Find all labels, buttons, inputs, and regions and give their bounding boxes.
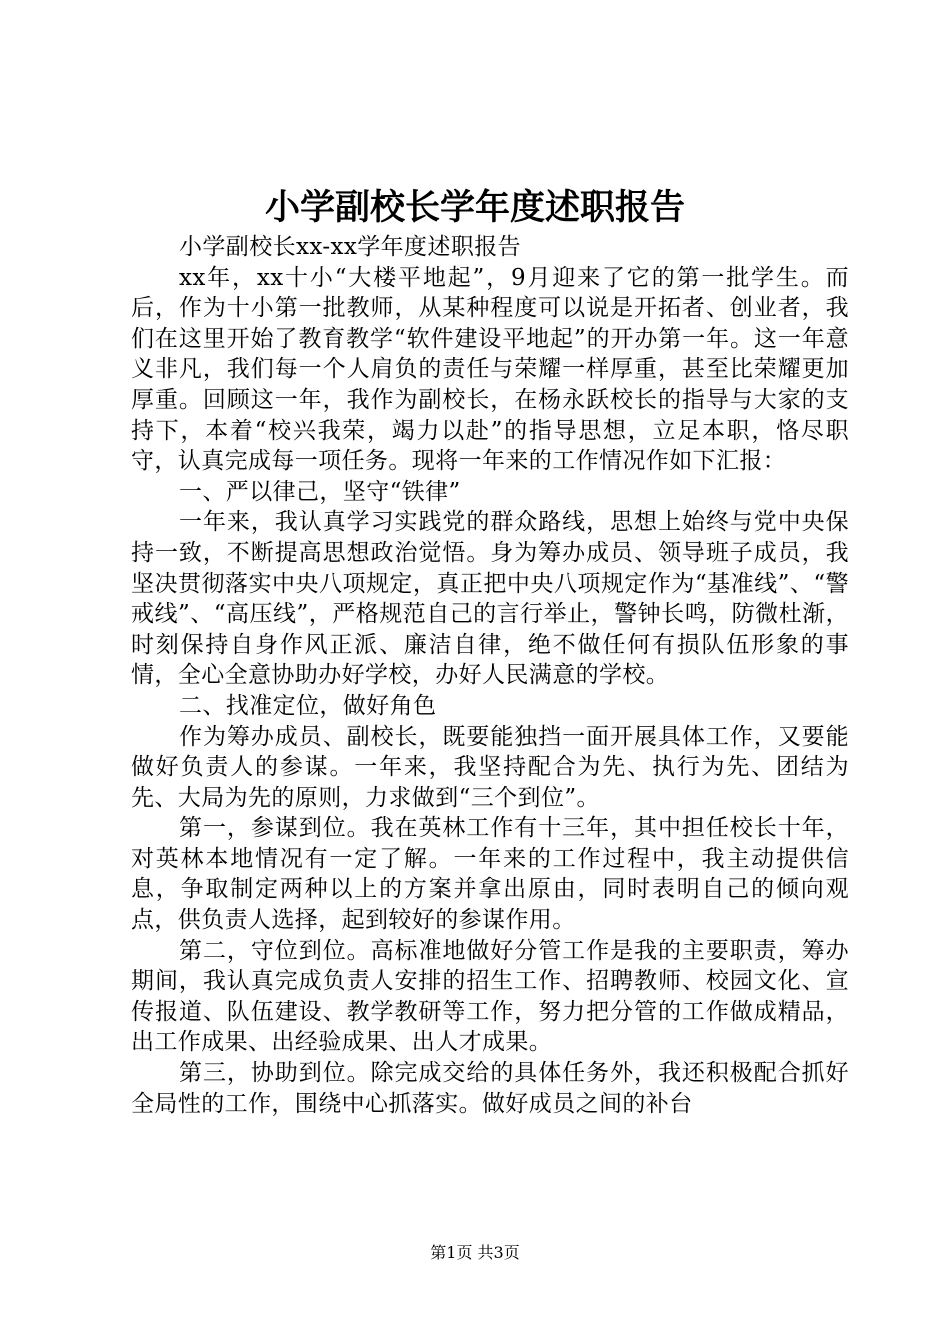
section-heading-2: 二、找准定位，做好角色 (179, 692, 437, 719)
paragraph-intro: xx年，xx十小“大楼平地起”，9月迎来了它的第一批学生。而后，作为十小第一批教师，从某种程度可以说是开拓者、创业者，我们在这里开始了教育教学“软件建设平地起”的开办第一年。这一年意义非凡，我们每一个人肩负的责任与荣耀一样厚重，甚至比荣耀更加厚重。回顾这一年，我作为副校长，在杨永跃校长的指导与大家的支持下，本着“校兴我荣，竭力以赴”的指导思想，立足本职，恪尽职守，认真完成每一项任务。现将一年来的工作情况作如下汇报： (131, 264, 849, 475)
document-title: 小学副校长学年度述职报告 (264, 187, 685, 228)
page-number-footer: 第1页 共3页 (430, 1243, 520, 1262)
paragraph-point-2: 第二，守位到位。高标准地做好分管工作是我的主要职责，筹办期间，我认真完成负责人安排的招生工作、招聘教师、校园文化、宣传报道、队伍建设、教学教研等工作，努力把分管的工作做成精品，出工作成果、出经验成果、出人才成果。 (131, 937, 849, 1056)
document-body (131, 232, 849, 1119)
section-heading-1: 一、严以律己，坚守“铁律” (179, 478, 461, 505)
paragraph-point-1: 第一，参谋到位。我在英林工作有十三年，其中担任校长十年，对英林本地情况有一定了解。一年来的工作过程中，我主动提供信息，争取制定两种以上的方案并拿出原由，同时表明自己的倾向观点，供负责人选择，起到较好的参谋作用。 (131, 815, 849, 934)
paragraph-section-1: 一年来，我认真学习实践党的群众路线，思想上始终与党中央保持一致，不断提高思想政治觉悟。身为筹办成员、领导班子成员，我坚决贯彻落实中央八项规定，真正把中央八项规定作为“基准线”、“警戒线”、“高压线”，严格规范自己的言行举止，警钟长鸣，防微杜渐，时刻保持自身作风正派、廉洁自律，绝不做任何有损队伍形象的事情，全心全意协助办好学校，办好人民满意的学校。 (131, 509, 849, 689)
paragraph-section-2: 作为筹办成员、副校长，既要能独挡一面开展具体工作，又要能做好负责人的参谋。一年来，我坚持配合为先、执行为先、团结为先、大局为先的原则，力求做到“三个到位”。 (131, 723, 849, 811)
paragraph-point-3: 第三，协助到位。除完成交给的具体任务外，我还积极配合抓好全局性的工作，围绕中心抓落实。做好成员之间的补台 (131, 1060, 849, 1117)
paragraph-subtitle: 小学副校长xx-xx学年度述职报告 (179, 234, 522, 260)
